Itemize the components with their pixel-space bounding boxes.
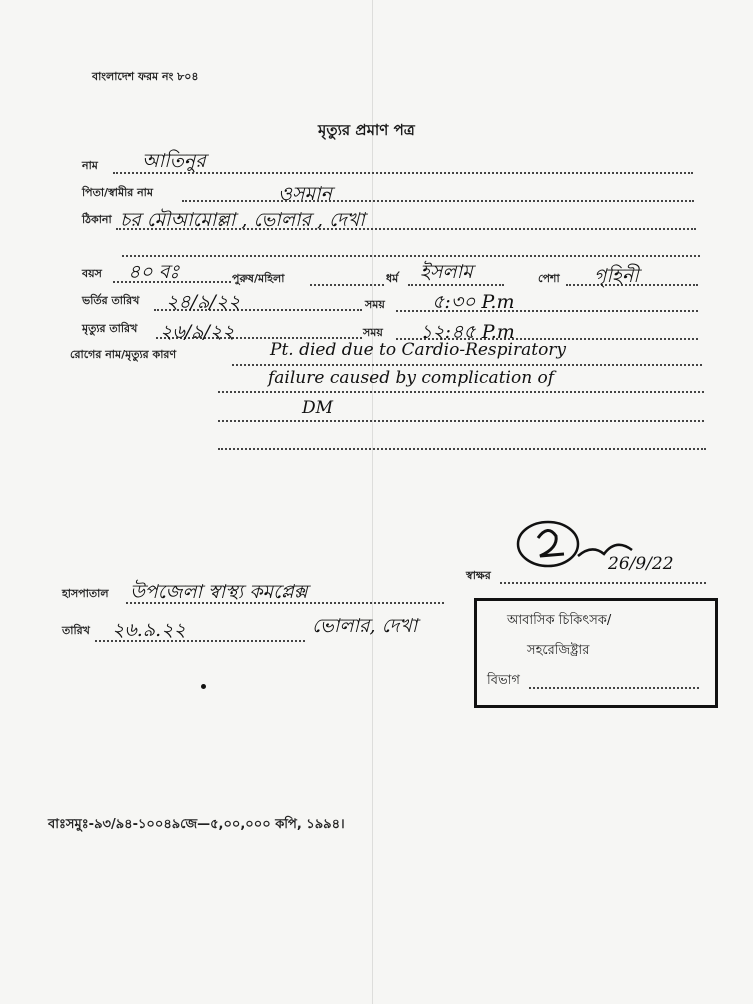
hospital-value: উপজেলা স্বাস্থ্য কমপ্লেক্স [130,581,308,603]
gender-dotted-line [310,284,384,286]
officer-line-2: সহরেজিষ্ট্রার [527,643,590,658]
name-label: নাম [82,159,98,172]
admission-date-value: ২৪/৯/২২ [166,291,241,313]
officer-box [474,598,718,708]
hospital-date-value: ২৬.৯.২২ [112,619,186,641]
hospital-date-label: তারিখ [62,624,90,637]
cause-line-1: Pt. died due to Cardio-Respiratory [270,340,567,360]
admission-time-label: সময় [365,298,385,311]
death-date-label: মৃত্যুর তারিখ [82,322,138,335]
cause-dotted-line-3 [218,420,704,422]
hospital-label: হাসপাতাল [62,587,109,600]
hospital-place-value: ভোলার, দেখা [312,615,418,637]
form-number: বাংলাদেশ ফরম নং ৮০৪ [92,70,199,83]
religion-value: ইসলাম [420,261,473,283]
address-value: চর মৌআমোল্লা , ভোলার , দেখা [120,209,365,231]
cause-line-2: failure caused by complication of [268,368,555,388]
occupation-label: পেশা [538,272,560,285]
signature-label: স্বাক্ষর [466,569,491,582]
department-dotted-line [529,687,699,689]
cause-dotted-line-4 [218,448,706,450]
gender-label: পুরুষ/মহিলা [232,272,285,285]
footer-print-info: বাঃসমুঃ-৯৩/৯৪-১০০৪৯জে—৫,০০,০০০ কপি, ১৯৯৪। [48,817,345,832]
cause-label: রোগের নাম/মৃত্যুর কারণ [70,348,177,361]
death-date-value: ২৬/৯/২২ [160,321,235,343]
address-dotted-line-2 [122,255,700,257]
father-dotted-line [182,200,694,202]
occupation-value: গৃহিনী [594,265,639,287]
religion-label: ধর্ম [386,272,399,285]
certificate-title: মৃত্যুর প্রমাণ পত্র [318,121,415,139]
address-label: ঠিকানা [82,213,112,226]
death-time-label: সময় [363,326,383,339]
paper-fold-line [372,0,373,1004]
admission-date-label: ভর্তির তারিখ [82,294,140,307]
death-time-value: ১২:৪৫ P.m [420,321,515,343]
age-label: বয়স [82,267,102,280]
cause-dotted-line-2 [218,391,704,393]
father-label: পিতা/স্বামীর নাম [82,186,153,199]
father-value: ওসমান [278,183,332,205]
signature-date: 26/9/22 [608,554,674,574]
age-value: ৪০ বঃ [128,261,180,283]
cause-dotted-line-1 [232,364,702,366]
department-label: বিভাগ [487,673,520,688]
ink-dot [201,684,206,689]
cause-line-3: DM [302,398,334,418]
signature-dotted-line [500,582,706,584]
name-value: আতিনুর [142,150,206,172]
admission-time-value: ৫:৩০ P.m [432,291,515,313]
officer-line-1: আবাসিক চিকিৎসক/ [507,613,612,628]
